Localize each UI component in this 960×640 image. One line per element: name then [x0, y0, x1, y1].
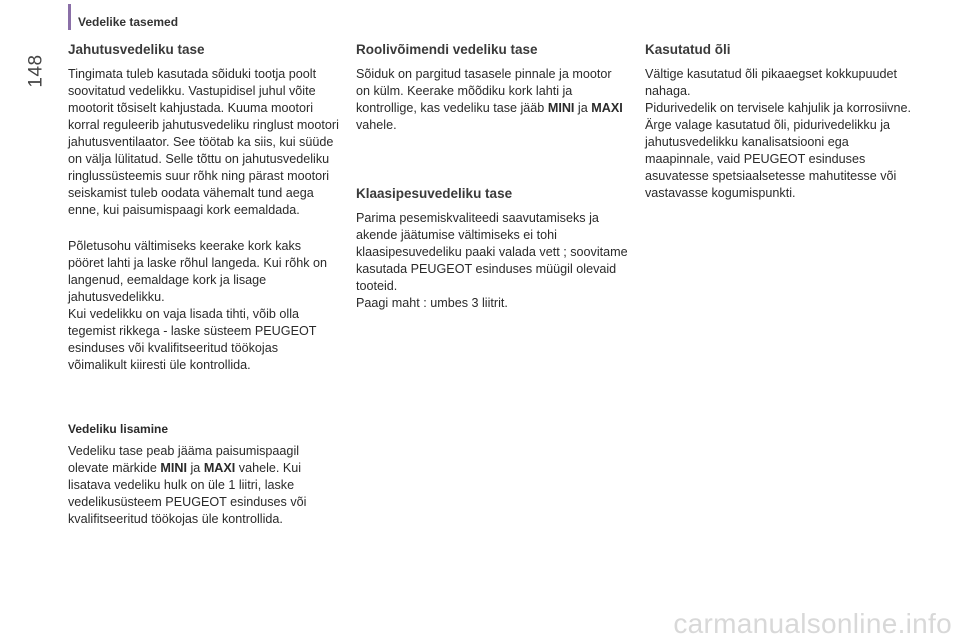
- column-coolant: [68, 42, 340, 528]
- washer-fluid-text: Parima pesemiskvaliteedi saavutamiseks ja akende jäätumise vältimiseks ei tohi klaasipesuvedeliku paaki valada vett ; soovitame kasutada PEUGEOT esinduses müügil olevaid tooteid.: [356, 211, 628, 293]
- washer-capacity-text: Paagi maht : umbes 3 liitrit.: [356, 296, 508, 310]
- used-oil-text-1: Vältige kasutatud õli pikaaegset kokkupuudet nahaga.: [645, 67, 898, 98]
- used-oil-text-2: Pidurivedelik on tervisele kahjulik ja korrosiivne.: [645, 101, 911, 115]
- section-accent-bar: [68, 4, 71, 30]
- adding-fluid-title: Vedeliku lisamine: [68, 422, 169, 436]
- watermark: carmanualsonline.info: [673, 608, 952, 639]
- coolant-paragraph-3: Kui vedelikku on vaja lisada tihti, võib olla tegemist rikkega - laske süsteem PEUGEOT esinduses või kvalifitseeritud töökojas võimalikult kiiresti üle kontrollida.: [68, 307, 317, 372]
- column-steering-washer: [356, 42, 628, 312]
- coolant-title: Jahutusvedeliku tase: [68, 42, 205, 57]
- used-oil-text-3: Ärge valage kasutatud õli, pidurivedelikku ja jahutusvedelikku kanalisatsiooni ega maapinnale, vaid PEUGEOT esinduses asuvatesse spetsiaalsetesse mahutitesse või vastavasse kogumispunkti.: [645, 118, 897, 200]
- coolant-paragraph-2: Põletusohu vältimiseks keerake kork kaks pööret lahti ja laske rõhul langeda. Kui rõhk on langenud, eemaldage kork ja lisage jahutusvedelikku.: [68, 239, 328, 304]
- adding-fluid-text: Vedeliku tase peab jääma paisumispaagil olevate märkide MINI ja MAXI vahele. Kui lisatava vedeliku hulk on üle 1 liitri, laske vedelikusüsteem PEUGEOT esinduses või kvalifitseeritud töökojas üle kontrollida.: [68, 444, 307, 526]
- coolant-paragraph-1: Tingimata tuleb kasutada sõiduki tootja poolt soovitatud vedelikku. Vastupidisel juhul võite mootorit tõsiselt kahjustada. Kuuma mootori korral reguleerib jahutusvedeliku ringlust mootori jahutusventilaator. See töötab ka siis, kui süüde on välja lülitatud. Selle tõttu on jahutusvedeliku ringlussüsteemis suur rõhk ning pärast mootori seiskamist tuleb oodata vähemalt tund aega enne, kui paisumispaagi kork eemaldada.: [68, 67, 339, 217]
- used-oil-title: Kasutatud õli: [645, 42, 731, 57]
- washer-fluid-title: Klaasipesuvedeliku tase: [356, 186, 513, 201]
- steering-fluid-text: Sõiduk on pargitud tasasele pinnale ja mootor on külm. Keerake mõõdiku kork lahti ja kontrollige, kas vedeliku tase jääb MINI ja MAXI vahele.: [356, 67, 623, 132]
- steering-fluid-title: Roolivõimendi vedeliku tase: [356, 42, 538, 57]
- page-number: 148: [25, 54, 47, 88]
- section-title: Vedelike tasemed: [78, 15, 179, 29]
- column-used-oil: [645, 42, 917, 202]
